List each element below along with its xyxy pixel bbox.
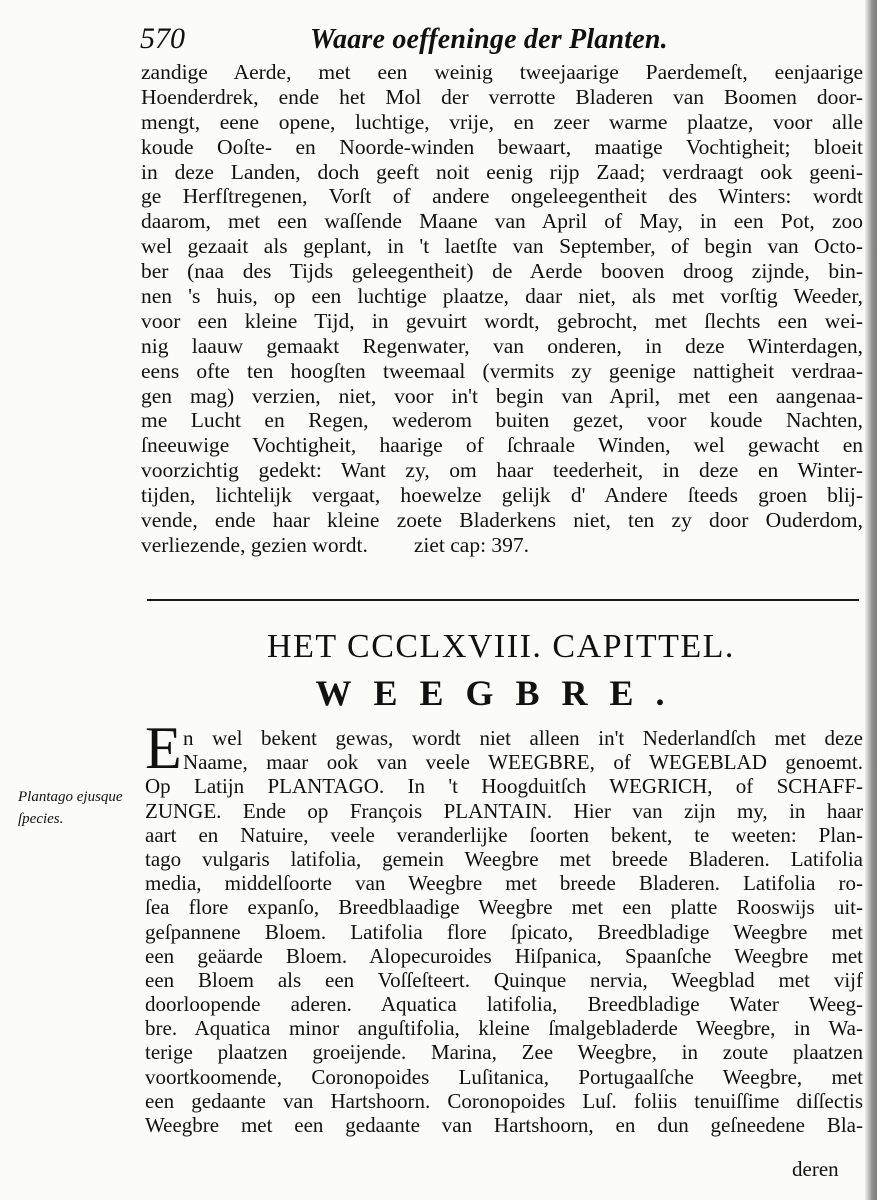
text-line: Hoenderdrek, ende het Mol der verrotte Bladeren van Boomen door-	[141, 84, 863, 109]
text-line: nen 's huis, op een luchtige plaatze, daar niet, als met vorſtig Weeder,	[141, 284, 863, 309]
text-line: nig laauw gemaakt Regenwater, van onderen, in deze Winterdagen,	[141, 333, 863, 358]
page-gutter-edge	[865, 0, 877, 1200]
text-line: ſea flore expanſo, Breedblaadige Weegbre met een platte Rooswijs uit-	[145, 895, 863, 920]
running-title: Waare oeffeninge der Planten.	[310, 24, 668, 55]
chapter-title: WEEGBRE.	[315, 673, 687, 713]
text-line: aart en Natuire, veele veranderlijke ſoorten bekent, te weeten: Plan-	[145, 822, 863, 847]
text-line: geſpannene Bloem. Latifolia flore ſpicato, Breedbladige Weegbre met	[145, 919, 863, 944]
text-line: ZUNGE. Ende op François PLANTAIN. Hier van zijn my, in haar	[145, 798, 863, 823]
text-line: doorloopende aderen. Aquatica latifolia, Breedbladige Water Weeg-	[145, 992, 863, 1017]
text-line: Weegbre met een gedaante van Hartshoorn, en dun geſneedene Bla-	[145, 1113, 863, 1137]
chapter-heading: HET CCCLXVIII. CAPITTEL.	[267, 628, 735, 665]
text-line: voortkoomende, Coronopoides Luſitanica, Portugaalſche Weegbre, met	[145, 1064, 863, 1089]
text-line: tago vulgaris latifolia, gemein Weegbre met breede Bladeren. Latifolia	[145, 846, 863, 871]
text-line-last	[141, 533, 863, 558]
text-line-end: verliezende, gezien wordt.	[141, 532, 368, 557]
text-line: gen mag) verzien, niet, voor in't begin van April, met een aangenaa-	[141, 383, 863, 408]
catch-word: deren	[792, 1157, 839, 1181]
text-line: Naame, maar ook van veele WEEGBRE, of WEGEBLAD genoemt.	[183, 750, 863, 775]
text-line: mengt, eene opene, luchtige, vrije, en zeer warme plaatze, voor alle	[141, 109, 863, 134]
text-line: een geäarde Bloem. Alopecuroides Hiſpanica, Spaanſche Weegbre met	[145, 943, 863, 968]
text-line: n wel bekent gewas, wordt niet alleen in't Nederlandſch met deze	[183, 726, 863, 750]
page-number: 570	[140, 22, 185, 55]
text-line: koude Ooſte- en Noorde-winden bewaart, maatige Vochtigheit; bloeit	[141, 134, 863, 159]
page-header	[140, 18, 860, 60]
text-line: ſneeuwige Vochtigheit, haarige of ſchraale Winden, wel gewacht en	[141, 433, 863, 458]
text-line: zandige Aerde, met een weinig tweejaarige Paerdemeſt, eenjaarige	[141, 60, 863, 84]
chapter-body	[145, 726, 863, 1137]
text-line: een Bloem als een Voſſeſteert. Quinque nervia, Weegblad met vijf	[145, 967, 863, 992]
text-line: voorzichtig gedekt: Want zy, om haar teederheit, in deze en Winter-	[141, 458, 863, 483]
text-line: daarom, met een waſſende Maane van April of May, in een Pot, zoo	[141, 209, 863, 234]
text-line: in deze Landen, doch geeft noit eenig rijp Zaad; verdraagt ook geeni-	[141, 159, 863, 184]
text-line: ge Herfſtregenen, Vorſt of andere ongeleegentheit des Winters: wordt	[141, 184, 863, 209]
text-line: voor een kleine Tijd, in gevuirt wordt, gebrocht, met ſlechts een wei-	[141, 308, 863, 333]
text-line: Op Latijn PLANTAGO. In 't Hoogduitſch WEGRICH, of SCHAFF-	[145, 774, 863, 799]
text-line: tijden, lichtelijk vergaat, hoewelze gelijk d' Andere ſteeds groen blij-	[141, 483, 863, 508]
text-line: me Lucht en Regen, wederom buiten gezet, voor koude Nachten,	[141, 408, 863, 433]
text-line: ber (naa des Tijds geleegentheit) de Aerde booven droog zijnde, bin-	[141, 259, 863, 284]
text-line: vende, ende haar kleine zoete Bladerkens niet, ten zy door Ouderdom,	[141, 508, 863, 533]
text-line: media, middelſoorte van Weegbre met breede Bladeren. Latifolia ro-	[145, 871, 863, 896]
text-line: terige plaatzen groeijende. Marina, Zee Weegbre, in zoute plaatzen	[145, 1040, 863, 1065]
text-line: eens ofte ten hoogſten tweemaal (vermits zy geenige nattigheit verdraa-	[141, 358, 863, 383]
text-line: bre. Aquatica minor anguſtifolia, kleine ſmalgebladerde Weegbre, in Wa-	[145, 1016, 863, 1041]
margin-note: Plantago ejusque ſpecies.	[18, 789, 123, 827]
cross-reference: ziet cap: 397.	[413, 532, 530, 557]
drop-cap: E	[145, 715, 182, 781]
upper-paragraph	[141, 60, 863, 558]
text-line: een gedaante van Hartshoorn. Coronopoides Luſ. foliis tenuiſſime diſſectis	[145, 1088, 863, 1113]
section-divider	[147, 599, 859, 601]
text-line: wel gezaait als geplant, in 't laetſte van September, of begin van Octo-	[141, 234, 863, 259]
